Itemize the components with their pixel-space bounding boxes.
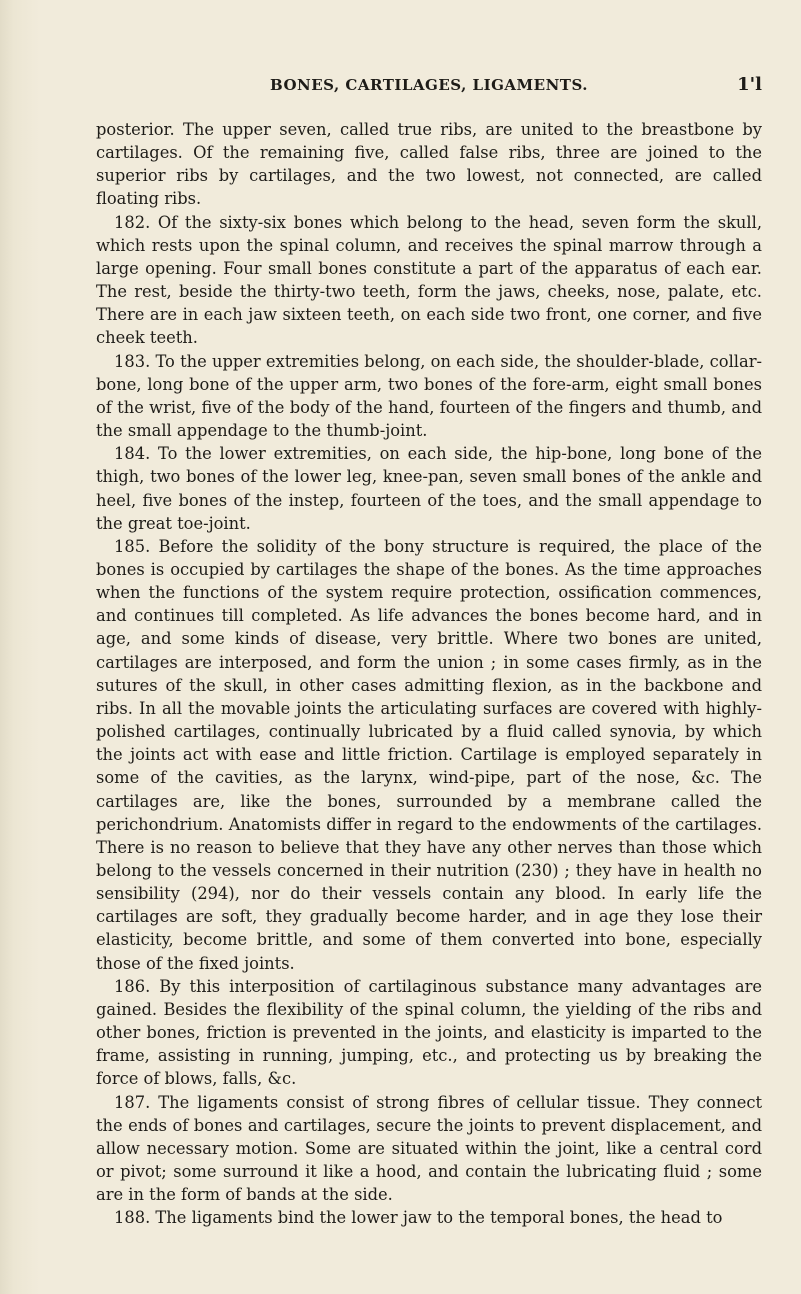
paragraph-188: 188. The ligaments bind the lower jaw to the temporal bones, the head to bbox=[114, 1208, 723, 1228]
paragraph-184: 184. To the lower extremities, on each side, the hip-bone, long bone of the thigh, two bones of the lower leg, knee-pan, seven small bones of the ankle and heel, five bones of the instep, fourteen of the toes, and the small appendage to the great toe-joint. bbox=[96, 444, 762, 533]
page-header bbox=[96, 76, 762, 106]
paragraph-continuation: posterior. The upper seven, called true ribs, are united to the breastbone by cartilages. Of the remaining five, called false ribs, three are joined to the superior ribs by cartilages, and the two lowest, not connected, are called floating ribs. bbox=[96, 120, 762, 209]
paragraph-183: 183. To the upper extremities belong, on each side, the shoulder-blade, collar-bone, long bone of the upper arm, two bones of the fore-arm, eight small bones of the wrist, five of the body of the hand, fourteen of the fingers and thumb, and the small appendage to the thumb-joint. bbox=[96, 351, 762, 441]
paragraph-182: 182. Of the sixty-six bones which belong to the head, seven form the skull, which rests upon the spinal column, and receives the spinal marrow through a large opening. Four small bones constitute a part of the apparatus of each ear. The rest, beside the thirty-two teeth, form the jaws, cheeks, nose, palate, etc. There are in each jaw sixteen teeth, on each side two front, one corner, and five cheek teeth. bbox=[96, 212, 762, 348]
paragraph-186: 186. By this interposition of cartilaginous substance many advantages are gained. Besides the flexibility of the spinal column, the yielding of the ribs and other bones, friction is prevented in the joints, and elasticity is imparted to the frame, assisting in running, jumping, etc., and protecting us by breaking the force of blows, falls, &c. bbox=[96, 976, 762, 1089]
page-number: 1'l bbox=[737, 74, 762, 95]
running-head: BONES, CARTILAGES, LIGAMENTS. bbox=[270, 76, 588, 94]
paragraph-185: 185. Before the solidity of the bony structure is required, the place of the bones is occupied by cartilages the shape of the bones. As the time approaches when the functions of the system require protection, ossification commences, and continues till completed. As life advances the bones become hard, and in age, and some kinds of disease, very brittle. Where two bones are united, cartilages are interposed, and form the union ; in some cases firmly, as in the sutures of the skull, in other cases admitting flexion, as in the backbone and ribs. In all the movable joints the articulating surfaces are covered with highly-polished cartilages, continually lubricated by a fluid called synovia, by which the joints act with ease and little friction. Cartilage is employed separately in some of the cavities, as the larynx, wind-pipe, part of the nose, &c. The cartilages are, like the bones, surrounded by a membrane called the perichondrium. Anatomists differ in regard to the endowments of the cartilages. There is no reason to believe that they have any other nerves than those which belong to the vessels concerned in their nutrition (230) ; they have in health no sensibility (294), nor do their vessels contain any blood. In early life the cartilages are soft, they gradually become harder, and in age they lose their elasticity, become brittle, and some of them converted into bone, especially those of the fixed joints. bbox=[96, 536, 762, 973]
body-text bbox=[96, 118, 762, 1230]
paragraph-187: 187. The ligaments consist of strong fibres of cellular tissue. They connect the ends of bones and cartilages, secure the joints to prevent displacement, and allow necessary motion. Some are situated within the joint, like a central cord or pivot; some surround it like a hood, and contain the lubricating fluid ; some are in the form of bands at the side. bbox=[96, 1092, 762, 1205]
